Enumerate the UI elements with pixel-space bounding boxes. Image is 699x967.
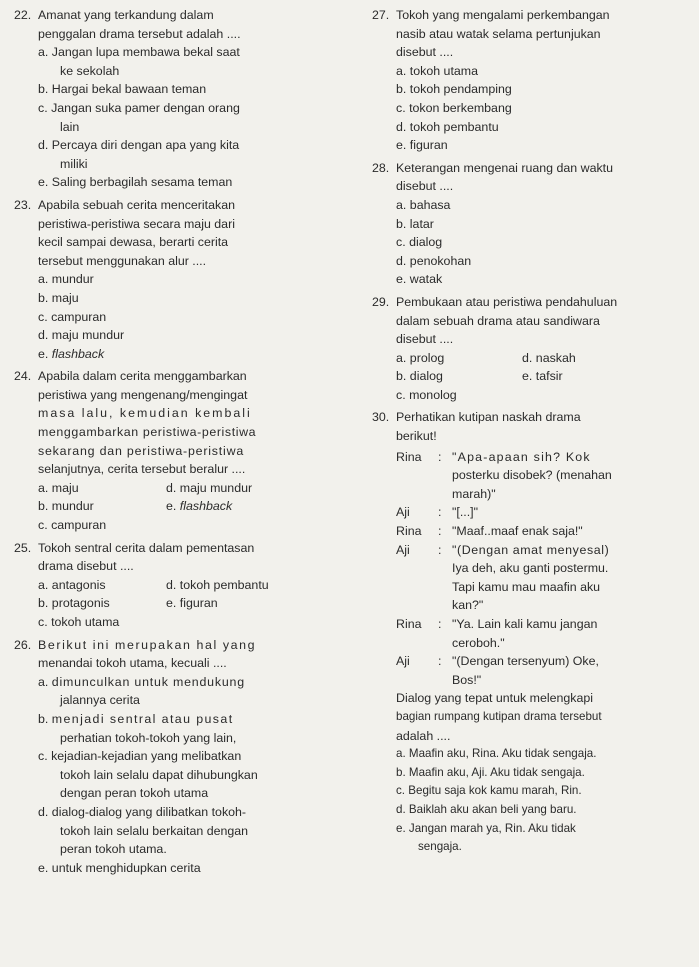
question-29 xyxy=(372,293,690,405)
speaker-name: Rina xyxy=(396,449,422,464)
option-d[interactable]: d. tokoh pembantu xyxy=(396,119,499,134)
option-c[interactable]: c. monolog xyxy=(396,387,457,402)
option-e[interactable]: e. Jangan marah ya, Rin. Aku tidak xyxy=(396,821,576,835)
option-row xyxy=(14,516,348,535)
dialog-text: "Apa-apaan sih? Kok xyxy=(452,449,591,464)
option-a[interactable]: a. antagonis xyxy=(38,577,106,592)
dialog-line: Aji : "(Dengan amat menyesal) xyxy=(396,541,690,560)
drama-excerpt xyxy=(396,448,690,690)
speaker-name: Rina xyxy=(396,524,422,539)
option-a[interactable]: a. bahasa xyxy=(396,197,451,212)
option-d[interactable]: d. maju mundur xyxy=(166,480,253,495)
question-30 xyxy=(372,408,690,856)
option-d[interactable]: d. dialog-dialog yang dilibatkan tokoh- xyxy=(38,804,247,819)
option-c[interactable]: c. dialog xyxy=(396,235,443,250)
speaker-name: Aji xyxy=(396,654,410,669)
option-a[interactable]: a. Jangan lupa membawa bekal saat xyxy=(38,45,240,60)
option-d[interactable]: d. penokohan xyxy=(396,253,472,268)
dialog-line: Aji : "[...]" xyxy=(396,503,690,522)
question-text: drama disebut .... xyxy=(38,559,134,574)
dialog-text: kan?" xyxy=(452,598,484,613)
option-c[interactable]: c. campuran xyxy=(38,309,107,324)
option-d-cont: tokoh lain selalu berkaitan dengan xyxy=(60,823,249,838)
option-b[interactable]: b. Hargai bekal bawaan teman xyxy=(38,82,207,97)
question-number: 23. xyxy=(14,197,32,212)
question-number: 29. xyxy=(372,294,390,309)
option-row xyxy=(14,613,348,632)
question-text: selanjutnya, cerita tersebut beralur .... xyxy=(38,462,246,477)
question-text: disebut .... xyxy=(396,45,454,60)
question-text: Pembukaan atau peristiwa pendahuluan xyxy=(396,294,618,309)
option-b[interactable]: b. dialog xyxy=(396,369,443,384)
option-a-cont: ke sekolah xyxy=(60,63,120,78)
option-e[interactable]: e. flashback xyxy=(166,499,233,514)
option-d[interactable]: d. Percaya diri dengan apa yang kita xyxy=(38,138,240,153)
question-text: disebut .... xyxy=(396,179,454,194)
dialog-text: "Maaf..maaf enak saja!" xyxy=(452,524,583,539)
option-b[interactable]: b. protagonis xyxy=(38,596,110,611)
option-c-cont: dengan peran tokoh utama xyxy=(60,786,209,801)
option-c[interactable]: c. kejadian-kejadian yang melibatkan xyxy=(38,749,242,764)
speaker-name: Aji xyxy=(396,542,410,557)
question-number: 25. xyxy=(14,540,32,555)
option-d[interactable]: d. maju mundur xyxy=(38,328,125,343)
question-text: dalam sebuah drama atau sandiwara xyxy=(396,313,600,328)
question-text: Berikut ini merupakan hal yang xyxy=(38,637,257,652)
option-d[interactable]: d. naskah xyxy=(522,350,576,365)
question-text: peristiwa-peristiwa secara maju dari xyxy=(38,216,235,231)
option-a-cont: jalannya cerita xyxy=(60,693,140,708)
option-a[interactable]: a. dimunculkan untuk mendukung xyxy=(38,674,245,689)
question-text: masa lalu, kemudian kembali xyxy=(38,406,252,421)
question-text: Amanat yang terkandung dalam xyxy=(38,8,214,22)
option-b[interactable]: b. maju xyxy=(38,290,79,305)
option-b-cont: perhatian tokoh-tokoh yang lain, xyxy=(60,730,237,745)
question-text: nasib atau watak selama pertunjukan xyxy=(396,26,601,41)
option-e[interactable]: e. tafsir xyxy=(522,369,563,384)
option-row xyxy=(372,386,690,405)
option-a[interactable]: a. Maafin aku, Rina. Aku tidak sengaja. xyxy=(396,747,597,761)
dialog-text: Iya deh, aku ganti postermu. xyxy=(452,561,609,576)
question-28 xyxy=(372,159,690,289)
option-c[interactable]: c. tokon berkembang xyxy=(396,100,512,115)
question-text: tersebut menggunakan alur .... xyxy=(38,253,207,268)
question-24 xyxy=(14,367,348,534)
option-e[interactable]: e. flashback xyxy=(38,346,105,361)
option-c[interactable]: c. Begitu saja kok kamu marah, Rin. xyxy=(396,784,582,798)
option-e[interactable]: e. figuran xyxy=(166,596,218,611)
dialog-text: "(Dengan amat menyesal) xyxy=(452,542,610,557)
question-number: 22. xyxy=(14,8,32,22)
option-d[interactable]: d. Baiklah aku akan beli yang baru. xyxy=(396,802,577,816)
dialog-line: Rina : "Maaf..maaf enak saja!" xyxy=(396,522,690,541)
option-a[interactable]: a. prolog xyxy=(396,350,445,365)
speaker-name: Rina xyxy=(396,617,422,631)
option-d[interactable]: d. tokoh pembantu xyxy=(166,577,269,592)
question-text: adalah .... xyxy=(396,728,451,743)
dialog-line: Rina : "Ya. Lain kali kamu jangan xyxy=(396,615,690,634)
option-c[interactable]: c. campuran xyxy=(38,518,107,533)
dialog-line: Aji : "(Dengan tersenyum) Oke, xyxy=(396,652,690,671)
option-c-cont: tokoh lain selalu dapat dihubungkan xyxy=(60,767,258,782)
option-b[interactable]: b. tokoh pendamping xyxy=(396,82,512,97)
option-c-cont: lain xyxy=(60,119,80,134)
option-e[interactable]: e. untuk menghidupkan cerita xyxy=(38,860,201,875)
option-d-cont: miliki xyxy=(60,156,88,171)
question-text: Apabila dalam cerita menggambarkan xyxy=(38,369,247,384)
speaker-name: Aji xyxy=(396,505,410,520)
dialog-text: "Ya. Lain kali kamu jangan xyxy=(452,617,598,631)
right-column xyxy=(372,6,690,857)
option-c[interactable]: c. tokoh utama xyxy=(38,615,120,629)
question-text: Dialog yang tepat untuk melengkapi xyxy=(396,691,594,706)
question-text: disebut .... xyxy=(396,332,454,347)
option-row xyxy=(14,576,348,595)
question-text: berikut! xyxy=(396,429,437,444)
question-text: menggambarkan peristiwa-peristiwa xyxy=(38,425,257,440)
question-text: Keterangan mengenai ruang dan waktu xyxy=(396,160,613,175)
dialog-text: "[...]" xyxy=(452,505,479,520)
option-e-cont: sengaja. xyxy=(418,840,462,854)
option-a[interactable]: a. mundur xyxy=(38,272,94,287)
question-text: sekarang dan peristiwa-peristiwa xyxy=(38,443,245,458)
option-c[interactable]: c. Jangan suka pamer dengan orang xyxy=(38,100,240,115)
question-text: penggalan drama tersebut adalah .... xyxy=(38,26,241,41)
question-text: bagian rumpang kutipan drama tersebut xyxy=(396,709,602,723)
question-text: menandai tokoh utama, kecuali .... xyxy=(38,656,227,671)
option-e[interactable]: e. Saling berbagilah sesama teman xyxy=(38,175,233,190)
question-number: 28. xyxy=(372,160,390,175)
question-text: kecil sampai dewasa, berarti cerita xyxy=(38,235,229,250)
question-22 xyxy=(14,6,348,192)
option-row xyxy=(14,594,348,613)
question-27 xyxy=(372,6,690,155)
question-number: 30. xyxy=(372,410,390,425)
question-text: Apabila sebuah cerita menceritakan xyxy=(38,197,235,212)
option-e[interactable]: e. figuran xyxy=(396,138,448,153)
option-a[interactable]: a. tokoh utama xyxy=(396,63,478,78)
question-number: 24. xyxy=(14,369,32,384)
option-d-cont: peran tokoh utama. xyxy=(60,842,167,857)
dialog-line: Rina : "Apa-apaan sih? Kok xyxy=(396,448,690,467)
question-text: peristiwa yang mengenang/mengingat xyxy=(38,387,248,402)
dialog-text: posterku disobek? (menahan xyxy=(452,468,612,483)
question-26 xyxy=(14,636,348,878)
option-row xyxy=(14,497,348,516)
question-text: Perhatikan kutipan naskah drama xyxy=(396,410,581,425)
question-text: Tokoh yang mengalami perkembangan xyxy=(396,8,610,22)
question-23 xyxy=(14,196,348,363)
option-b[interactable]: b. mundur xyxy=(38,499,94,514)
question-25 xyxy=(14,539,348,632)
option-e[interactable]: e. watak xyxy=(396,272,443,287)
question-text: Tokoh sentral cerita dalam pementasan xyxy=(38,540,255,555)
option-row xyxy=(14,479,348,498)
option-b[interactable]: b. menjadi sentral atau pusat xyxy=(38,711,234,726)
dialog-text: "(Dengan tersenyum) Oke, xyxy=(452,654,599,669)
option-row xyxy=(372,367,690,386)
dialog-text: Bos!" xyxy=(452,672,482,687)
dialog-text: ceroboh." xyxy=(452,635,505,650)
question-number: 26. xyxy=(14,637,32,652)
option-row xyxy=(372,349,690,368)
option-a[interactable]: a. maju xyxy=(38,480,79,495)
left-column xyxy=(14,6,348,877)
question-number: 27. xyxy=(372,8,390,22)
dialog-text: marah)" xyxy=(452,486,496,501)
option-b[interactable]: b. latar xyxy=(396,216,434,231)
dialog-text: Tapi kamu mau maafin aku xyxy=(452,579,601,594)
option-b[interactable]: b. Maafin aku, Aji. Aku tidak sengaja. xyxy=(396,765,585,779)
